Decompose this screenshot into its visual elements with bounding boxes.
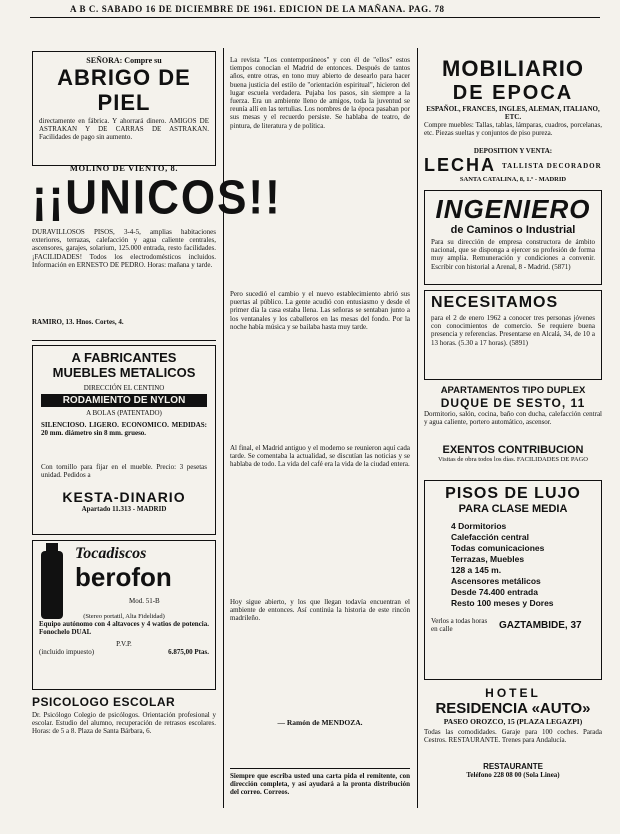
duplex-note: Visitas de obra todos los días. FACILIDADES DE PAGO (437, 456, 588, 463)
lujo-item: Calefacción central (451, 532, 529, 542)
lujo-item: Desde 74.400 entrada (451, 587, 538, 597)
mobiliario-styles: ESPAÑOL, FRANCES, INGLES, ALEMAN, ITALIANO, ETC. (426, 105, 600, 121)
muebles-title2: MUEBLES METALICOS (52, 365, 196, 380)
muebles-title1: A FABRICANTES (71, 350, 177, 365)
lujo-item: 128 a 145 m. (451, 565, 502, 575)
mobiliario-body: Compre muebles: Tallas, tablas, lámparas, cuadros, porcelanas, etc. Piezas sueltas y conjuntos de piso pureza. (424, 121, 602, 138)
mobiliario-ad (424, 56, 602, 186)
column-divider-left (223, 48, 224, 808)
page-header: A B C. SABADO 16 DE DICIEMBRE DE 1961. EDICION DE LA MAÑANA. PAG. 78 (70, 4, 445, 14)
unicos-title: ¡¡UNICOS!! (32, 170, 282, 225)
berofon-price: 6.875,00 Ptas. (168, 648, 209, 656)
header-rule (30, 17, 600, 18)
hotel-label: HOTEL (485, 686, 541, 700)
lujo-item: Todas comunicaciones (451, 543, 545, 553)
lujo-item: Resto 100 meses y Dores (451, 598, 554, 608)
rule (230, 768, 410, 769)
unicos-address: RAMIRO, 13. Hnos. Cortes, 4. (32, 318, 124, 326)
berofon-price-row (39, 648, 209, 656)
column-divider-right (417, 48, 418, 808)
lujo-item: Ascensores metálicos (451, 576, 541, 586)
berofon-note: (Stereo portatil, Alta Fidelidad) (83, 613, 165, 620)
duplex-street: DUQUE DE SESTO, 11 (440, 396, 586, 410)
lujo-title: PISOS DE LUJO (445, 485, 581, 502)
lujo-visit-row (431, 617, 595, 633)
muebles-ad (32, 345, 216, 535)
muebles-brand: KESTA-DINARIO (62, 489, 186, 505)
lujo-item: Terrazas, Muebles (451, 554, 525, 564)
necesitamos-body: para el 2 de enero 1962 a conocer tres personas jóvenes con conocimientos de comercio. Se requiere buena presencia y referencias. Presentarse en Alcalá, 34, de 10 a 13 horas. (5.30 a 17 horas). (5891) (431, 314, 595, 347)
psico-body: Dr. Psicólogo Colegio de psicólogos. Orientación profesional y escolar. Estudio del alumno, recuperación de retrasos escolares. Horas: de 5 a 8. Plaza de Santa Bárbara, 6. (32, 711, 216, 736)
mobiliario-title2: DE EPOCA (452, 82, 574, 104)
article-text3: Al final, el Madrid antiguo y el moderno se reunieron aquí cada tarde. Se comentaba la actualidad, se discutían las noticias y se hablaba de todo. La vida del café era la vida de la ciudad entera. (230, 444, 410, 469)
mobiliario-address: SANTA CATALINA, 8, 1.º - MADRID (459, 176, 567, 183)
necesitamos-ad (424, 290, 602, 380)
bottle-image (41, 551, 63, 619)
hotel-phone: Teléfono 228 08 00 (Sola Linea) (466, 771, 560, 779)
psico-title: PSICOLOGO ESCOLAR (32, 695, 176, 709)
article-text2: Pero sucedió el cambio y el nuevo establecimiento abrió sus puertas al público. La gente acudió con entusiasmo y desde el primer día la casa estaba llena. Las señoras se sentaban junto a los ventanales y los caballeros en las mesas del fondo. Por la noche había música y se bailaba hasta muy tarde. (230, 290, 410, 331)
article-text1: La revista "Los contemporáneos" y con él de "ellos" estos tiempos conocían el Madrid de entonces. Después de tantos años, entre otras, en tono muy abierto de desearlo para hacer buena justicia del estilo de "orientación espiritual", hicieron del lugar escuela verdadera. Pujaba los pasos, sin siempre a la fuerza. Era un ambiente lleno de amigos, toda la juventud se reunía allí en las tertulias. Los nombres de la época pasaban por sus mesas y el recuerdo persiste. Se hablaba de teatro, de pintura, de literatura y de política. (230, 56, 410, 130)
ingeniero-body: Para su dirección de empresa constructora de ámbito nacional, que se disponga a ejercer su profesión de forma muy amplia. Remuneración y condiciones a convenir. Escribir con historial a Arenal, 8 - Madrid. (5871) (431, 238, 595, 271)
hotel-body: Todas las comodidades. Garaje para 100 coches. Parada Cestros. RESTAURANTE. Trenes para Andalucía. (424, 728, 602, 745)
duplex-body: Dormitorio, salón, cocina, baño con ducha, calefacción central y agua caliente, portero automático, ascensor. (424, 410, 602, 427)
correos-note: Siempre que escriba usted una carta pida el remitente, con dirección completa, y así ayudará a la pronta distribución del correo. Correos. (230, 772, 410, 797)
ingeniero-ad (424, 190, 602, 285)
article-column (230, 56, 410, 811)
abrigo-body: directamente en fábrica. Y ahorrará dinero. AMIGOS DE ASTRAKAN Y DE CARRAS DE ASTRAKAN. Facilidades de pago sin aumento. (39, 117, 209, 142)
psico-ad (32, 695, 216, 805)
mobiliario-deposit: DEPOSITION Y VENTA: (473, 147, 553, 155)
berofon-price-label: P.V.P. (116, 640, 132, 648)
hotel-ad (424, 686, 602, 811)
abrigo-ad (32, 51, 216, 173)
duplex-ad (424, 385, 602, 475)
muebles-apartado: Apartado 11.313 - MADRID (81, 505, 167, 513)
lujo-street: GAZTAMBIDE, 37 (499, 619, 582, 631)
mobiliario-brand-sub: TALLISTA DECORADOR (502, 161, 602, 170)
muebles-line2: A BOLAS (PATENTADO) (86, 409, 162, 417)
abrigo-title: ABRIGO DE PIEL (57, 65, 191, 115)
article-end: — Ramón de MENDOZA. (277, 718, 363, 727)
lujo-ad (424, 480, 602, 680)
muebles-banner: RODAMIENTO DE NYLON (41, 394, 207, 407)
abrigo-line1: SEÑORA: Compre su (86, 56, 162, 65)
hotel-name: RESIDENCIA «AUTO» (435, 700, 591, 717)
berofon-desc: Equipo autónomo con 4 altavoces y 4 watios de potencia. Fonochelo DUAL (39, 620, 209, 637)
berofon-model: Mod. 51-B (129, 597, 160, 605)
berofon-ad (32, 540, 216, 690)
lujo-items (451, 521, 595, 609)
unicos-ad (32, 168, 282, 338)
lujo-sub: PARA CLASE MEDIA (458, 503, 568, 515)
berofon-title: Tocadiscos (75, 545, 147, 562)
mobiliario-brand: LECHA (424, 155, 496, 175)
ingeniero-sub: de Caminos o Industrial (450, 224, 576, 236)
necesitamos-title: NECESITAMOS (431, 294, 559, 311)
ingeniero-title: INGENIERO (435, 194, 591, 224)
mobiliario-brand-row (424, 155, 602, 176)
lujo-item: 4 Dormitorios (451, 521, 507, 531)
unicos-body: DURAVILLOSOS PISOS, 3-4-5, amplias habitaciones exteriores, terrazas, calefacción y agua caliente centrales, ascensores, garajes, solarium, 125.000 entrada, resto facilidades. ¡FACILIDADES! Todos los electrodomésticos incluidos. Información en ERNESTO DE PEDRO. Horas: mañana y tarde. (32, 228, 216, 269)
article-text4: Hoy sigue abierto, y los que llegan todavía encuentran el ambiente de entonces. Así continúa la historia de este rincón madrileño. (230, 598, 410, 623)
berofon-brand: berofon (75, 562, 172, 592)
lujo-visit: Verlos a todas horas en calle (431, 617, 488, 633)
muebles-features: SILENCIOSO. LIGERO. ECONOMICO. MEDIDAS: 20 mm. diámetro sin 8 mm. grueso. (41, 421, 207, 438)
bottle-neck (46, 543, 58, 553)
abrigo-address: MOLINO DE VIENTO, 8. (69, 163, 179, 173)
berofon-tax: (incluido impuesto) (39, 648, 95, 656)
hotel-restaurant: RESTAURANTE (483, 762, 543, 771)
hotel-address: PASEO OROZCO, 15 (PLAZA LEGAZPI) (443, 717, 583, 726)
duplex-exentos: EXENTOS CONTRIBUCION (442, 444, 584, 456)
mobiliario-title1: MOBILIARIO (442, 56, 584, 81)
muebles-line1: DIRECCIÓN EL CENTINO (83, 384, 165, 392)
duplex-title: APARTAMENTOS TIPO DUPLEX (440, 385, 586, 396)
muebles-extra: Con tornillo para fijar en el mueble. Precio: 3 pesetas unidad. Pedidos a (41, 463, 207, 480)
rule (32, 340, 216, 341)
